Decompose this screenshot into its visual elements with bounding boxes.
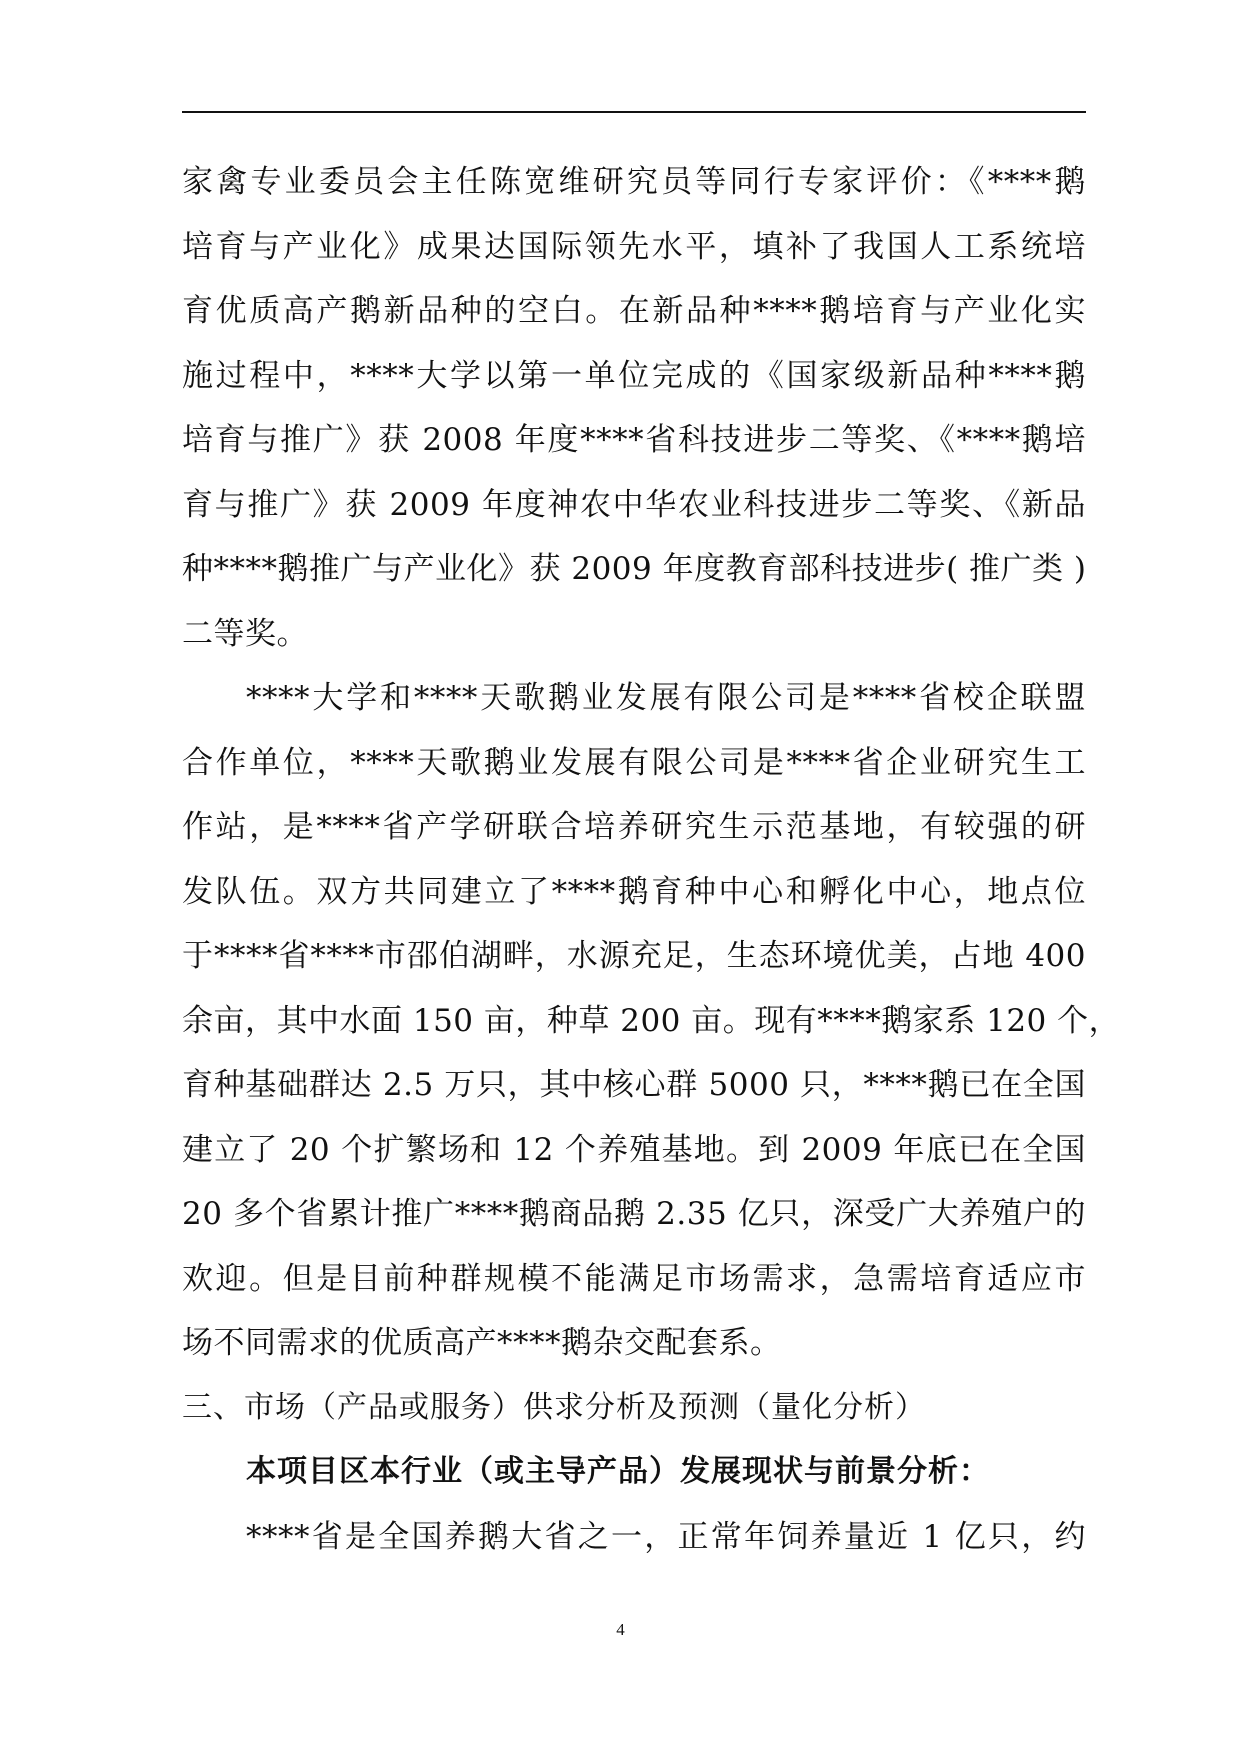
text-line: 培育与产业化》成果达国际领先水平，填补了我国人工系统培 <box>182 228 1086 265</box>
page-number: 4 <box>616 1620 625 1639</box>
text-line: 合作单位，****天歌鹅业发展有限公司是****省企业研究生工 <box>182 744 1086 781</box>
text-line: 场不同需求的优质高产****鹅杂交配套系。 <box>182 1325 782 1361</box>
text-line: 种****鹅推广与产业化》获 2009 年度教育部科技进步( 推广类 ) <box>182 551 1087 587</box>
text-line: 于****省****市邵伯湖畔，水源充足，生态环境优美，占地 400 <box>182 938 1086 974</box>
text-line: 三、市场（产品或服务）供求分析及预测（量化分析） <box>182 1389 926 1425</box>
text-line: 施过程中，****大学以第一单位完成的《国家级新品种****鹅 <box>182 357 1086 394</box>
text-line: 家禽专业委员会主任陈宽维研究员等同行专家评价：《****鹅 <box>182 164 1086 200</box>
text-line: 余亩，其中水面 150 亩，种草 200 亩。现有****鹅家系 120 个， <box>182 1002 1121 1039</box>
text-line: ****大学和****天歌鹅业发展有限公司是****省校企联盟 <box>246 680 1086 716</box>
text-line: ****省是全国养鹅大省之一，正常年饲养量近 1 亿只，约 <box>246 1518 1086 1555</box>
text-line: 育优质高产鹅新品种的空白。在新品种****鹅培育与产业化实 <box>182 293 1086 329</box>
text-line: 建立了 20 个扩繁场和 12 个养殖基地。到 2009 年底已在全国 <box>182 1131 1086 1168</box>
text-line: 本项目区本行业（或主导产品）发展现状与前景分析： <box>246 1454 990 1489</box>
text-line: 作站，是****省产学研联合培养研究生示范基地，有较强的研 <box>182 809 1086 845</box>
text-line: 欢迎。但是目前种群规模不能满足市场需求，急需培育适应市 <box>182 1260 1086 1297</box>
text-line: 发队伍。双方共同建立了****鹅育种中心和孵化中心，地点位 <box>182 873 1086 910</box>
text-line: 育与推广》获 2009 年度神农中华农业科技进步二等奖、《新品 <box>182 486 1086 523</box>
document-body <box>182 150 1121 1569</box>
header-rule <box>182 111 1086 113</box>
text-line: 20 多个省累计推广****鹅商品鹅 2.35 亿只，深受广大养殖户的 <box>182 1196 1086 1232</box>
text-line: 培育与推广》获 2008 年度****省科技进步二等奖、《****鹅培 <box>182 422 1086 458</box>
text-line: 二等奖。 <box>182 615 308 652</box>
text-line: 育种基础群达 2.5 万只，其中核心群 5000 只，****鹅已在全国 <box>182 1067 1086 1103</box>
